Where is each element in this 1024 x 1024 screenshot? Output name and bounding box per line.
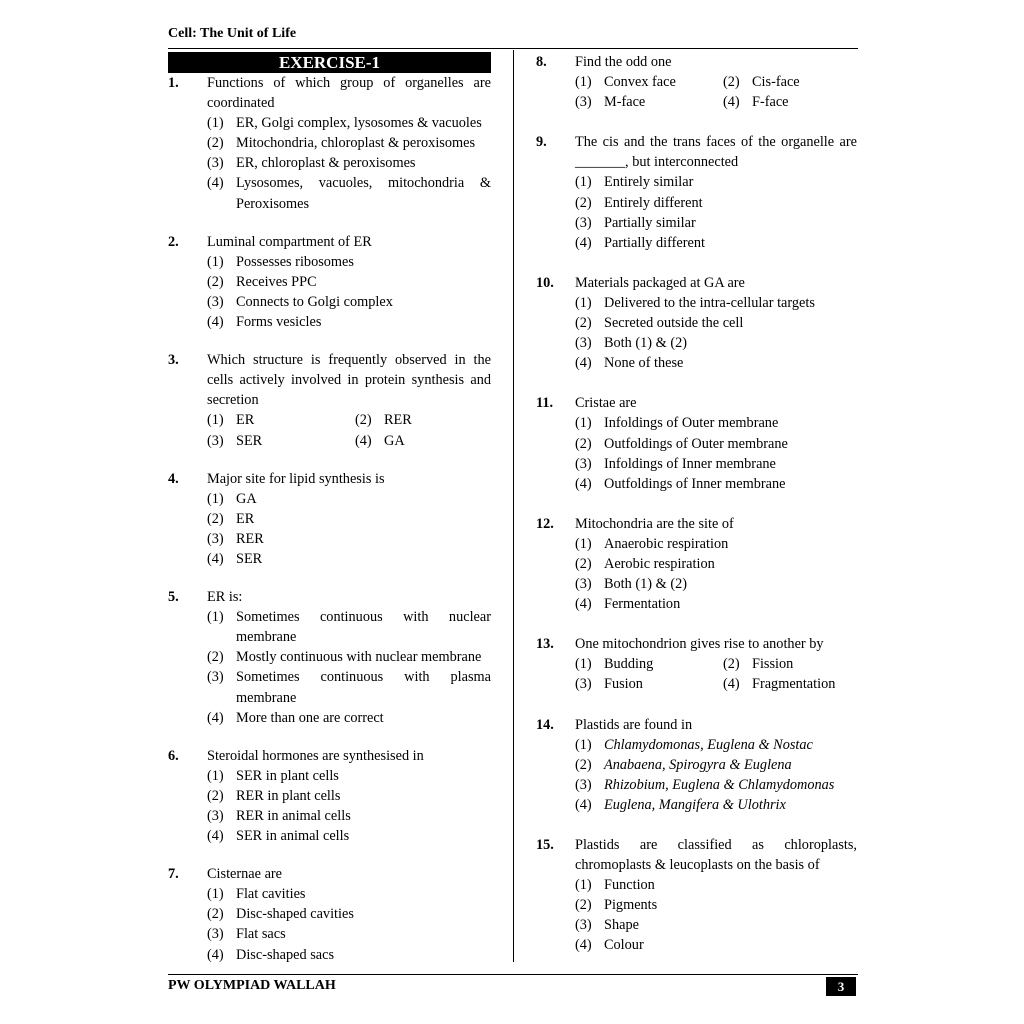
option-label: (2) <box>575 756 592 773</box>
option-label: (2) <box>207 273 224 290</box>
option-label: (4) <box>207 550 224 567</box>
option-text: Euglena, Mangifera & Ulothrix <box>604 796 786 813</box>
option-1 <box>207 884 491 904</box>
option-3 <box>207 431 355 451</box>
option-2 <box>575 193 857 213</box>
question-stem: Materials packaged at GA are <box>575 274 745 291</box>
option-text: Entirely different <box>604 194 703 211</box>
question-stem: Major site for lipid synthesis is <box>207 470 385 487</box>
option-text: Anabaena, Spirogyra & Euglena <box>604 756 792 773</box>
option-label: (1) <box>207 490 224 507</box>
question-10 <box>536 273 857 373</box>
option-label: (2) <box>575 194 592 211</box>
option-label: (2) <box>207 906 224 923</box>
option-label: (3) <box>575 776 592 793</box>
option-label: (2) <box>575 315 592 332</box>
option-3 <box>575 915 857 935</box>
option-label: (3) <box>207 432 224 449</box>
option-label: (1) <box>207 767 224 784</box>
option-text: Sometimes continuous with plasma membrane <box>236 669 491 706</box>
option-text: Partially different <box>604 234 705 251</box>
option-text: Forms vesicles <box>236 314 322 331</box>
option-label: (4) <box>575 937 592 954</box>
option-1 <box>207 410 355 430</box>
option-2 <box>575 895 857 915</box>
option-2 <box>575 755 857 775</box>
question-number: 10. <box>536 274 554 291</box>
option-4 <box>207 708 491 728</box>
option-text: ER, chloroplast & peroxisomes <box>236 155 416 172</box>
option-label: (4) <box>207 175 224 192</box>
question-4 <box>168 469 491 569</box>
option-text: Fusion <box>604 676 643 693</box>
option-label: (4) <box>207 709 224 726</box>
option-3 <box>575 333 857 353</box>
question-number: 9. <box>536 134 547 151</box>
option-label: (3) <box>207 293 224 310</box>
option-text: RER in plant cells <box>236 787 341 804</box>
option-label: (3) <box>575 917 592 934</box>
option-3 <box>575 454 857 474</box>
option-text: Anaerobic respiration <box>604 535 729 552</box>
option-text: SER in plant cells <box>236 767 339 784</box>
page-header <box>168 26 858 49</box>
option-1 <box>575 72 723 92</box>
option-label: (4) <box>723 676 740 693</box>
option-label: (2) <box>207 787 224 804</box>
option-text: Both (1) & (2) <box>604 335 687 352</box>
option-text: SER in animal cells <box>236 828 350 845</box>
option-label: (4) <box>575 596 592 613</box>
option-text: Fragmentation <box>752 676 836 693</box>
question-number: 8. <box>536 54 547 70</box>
option-label: (1) <box>207 609 224 626</box>
option-label: (1) <box>575 415 592 432</box>
option-label: (2) <box>575 435 592 452</box>
option-label: (2) <box>723 74 740 91</box>
page-footer <box>168 974 858 997</box>
option-text: Shape <box>604 917 639 934</box>
option-label: (4) <box>575 234 592 251</box>
question-stem: The cis and the trans faces of the organelle are _______, but interconnected <box>575 134 857 171</box>
question-11 <box>536 393 857 493</box>
left-column <box>168 52 491 965</box>
column-divider <box>513 50 514 962</box>
question-3 <box>168 350 491 450</box>
question-6 <box>168 746 491 846</box>
option-text: ER, Golgi complex, lysosomes & vacuoles <box>236 115 482 132</box>
question-number: 12. <box>536 515 554 532</box>
option-text: Colour <box>604 937 644 954</box>
question-stem: Which structure is frequently observed in the cells actively involved in protein synthesis and secretion <box>207 352 491 409</box>
option-3 <box>207 153 491 173</box>
option-3 <box>207 924 491 944</box>
question-stem: Find the odd one <box>575 54 672 70</box>
question-stem: Cristae are <box>575 395 637 412</box>
option-text: GA <box>236 490 257 507</box>
option-2 <box>207 786 491 806</box>
option-label: (3) <box>207 669 224 686</box>
question-7 <box>168 864 491 964</box>
option-text: None of these <box>604 355 684 372</box>
option-text: Aerobic respiration <box>604 555 715 572</box>
option-label: (4) <box>355 432 372 449</box>
option-text: Rhizobium, Euglena & Chlamydomonas <box>604 776 835 793</box>
option-text: Flat cavities <box>236 886 306 903</box>
option-text: RER <box>384 412 412 429</box>
option-text: ER <box>236 510 255 527</box>
option-text: Fission <box>752 656 794 673</box>
option-1 <box>207 607 491 647</box>
option-4 <box>575 474 857 494</box>
option-2 <box>723 72 800 92</box>
question-stem: Plastids are classified as chloroplasts, chromoplasts & leucoplasts on the basis of <box>575 837 857 874</box>
option-label: (3) <box>575 576 592 593</box>
option-label: (3) <box>575 335 592 352</box>
question-1 <box>168 73 491 214</box>
option-label: (3) <box>207 808 224 824</box>
option-text: Budding <box>604 656 654 673</box>
option-label: (2) <box>575 897 592 914</box>
option-label: (4) <box>207 828 224 845</box>
option-text: Flat sacs <box>236 926 286 943</box>
option-label: (1) <box>575 294 592 311</box>
option-text: Disc-shaped cavities <box>236 906 354 923</box>
option-text: Mitochondria, chloroplast & peroxisomes <box>236 135 476 152</box>
question-stem: Functions of which group of organelles are coordinated <box>207 75 491 112</box>
option-text: Entirely similar <box>604 174 694 191</box>
option-label: (4) <box>575 355 592 372</box>
option-text: Convex face <box>604 74 676 91</box>
option-4 <box>723 674 835 694</box>
option-label: (3) <box>207 926 224 943</box>
option-text: Fermentation <box>604 596 681 613</box>
option-2 <box>207 647 491 667</box>
option-4 <box>575 795 857 815</box>
option-text: Function <box>604 877 655 894</box>
option-text: SER <box>236 432 263 449</box>
question-stem: Mitochondria are the site of <box>575 515 734 532</box>
option-text: F-face <box>752 94 789 111</box>
question-stem: One mitochondrion gives rise to another by <box>575 636 824 653</box>
option-1 <box>575 293 857 313</box>
option-text: Connects to Golgi complex <box>236 293 393 310</box>
option-3 <box>207 529 491 549</box>
option-1 <box>575 654 723 674</box>
option-label: (2) <box>207 510 224 527</box>
option-label: (2) <box>207 135 224 152</box>
option-1 <box>207 252 491 272</box>
option-label: (2) <box>355 412 372 429</box>
option-2 <box>207 272 491 292</box>
option-4 <box>575 935 857 955</box>
option-text: M-face <box>604 94 646 111</box>
option-label: (4) <box>575 475 592 492</box>
option-1 <box>207 489 491 509</box>
option-label: (1) <box>575 877 592 894</box>
question-number: 1. <box>168 75 179 91</box>
option-1 <box>207 766 491 786</box>
question-stem: Cisternae are <box>207 866 283 883</box>
question-8 <box>536 52 857 112</box>
option-4 <box>575 353 857 373</box>
option-3 <box>207 806 491 826</box>
option-label: (3) <box>207 155 224 172</box>
option-1 <box>575 172 857 192</box>
option-3 <box>575 213 857 233</box>
option-3 <box>575 674 723 694</box>
option-label: (2) <box>723 656 740 673</box>
option-4 <box>575 233 857 253</box>
option-text: Infoldings of Inner membrane <box>604 455 776 472</box>
footer-brand: PW OLYMPIAD WALLAH <box>168 978 336 993</box>
question-15 <box>536 835 857 956</box>
option-label: (3) <box>207 530 224 547</box>
chapter-title: Cell: The Unit of Life <box>168 26 297 41</box>
option-label: (1) <box>207 115 224 132</box>
question-number: 15. <box>536 837 554 853</box>
option-2 <box>575 313 857 333</box>
option-label: (1) <box>575 174 592 191</box>
option-1 <box>207 113 491 133</box>
page-number: 3 <box>826 977 856 996</box>
option-label: (1) <box>575 656 592 673</box>
option-4 <box>723 92 789 112</box>
option-label: (2) <box>207 649 224 666</box>
option-label: (1) <box>207 886 224 903</box>
option-2 <box>575 554 857 574</box>
right-column <box>536 52 857 956</box>
exercise-title: EXERCISE-1 <box>168 52 491 73</box>
option-2 <box>575 434 857 454</box>
question-number: 14. <box>536 716 554 733</box>
option-4 <box>207 312 491 332</box>
option-label: (3) <box>575 676 592 693</box>
question-13 <box>536 634 857 694</box>
option-text: RER <box>236 530 264 547</box>
option-text: ER <box>236 412 255 429</box>
option-4 <box>207 945 491 965</box>
question-5 <box>168 587 491 728</box>
option-label: (1) <box>575 535 592 552</box>
option-text: SER <box>236 550 263 567</box>
question-stem: Luminal compartment of ER <box>207 233 372 250</box>
option-text: Receives PPC <box>236 273 317 290</box>
option-label: (1) <box>575 74 592 91</box>
question-number: 4. <box>168 470 179 487</box>
option-text: Lysosomes, vacuoles, mitochondria & Peroxisomes <box>236 175 491 212</box>
option-3 <box>575 92 723 112</box>
question-9 <box>536 132 857 253</box>
option-text: Disc-shaped sacs <box>236 946 335 963</box>
question-stem: ER is: <box>207 589 243 606</box>
question-number: 3. <box>168 352 179 369</box>
option-label: (1) <box>575 736 592 753</box>
option-2 <box>207 904 491 924</box>
option-4 <box>207 173 491 213</box>
option-label: (4) <box>207 946 224 963</box>
option-2 <box>207 133 491 153</box>
option-text: Partially similar <box>604 214 696 231</box>
option-text: Cis-face <box>752 74 800 91</box>
option-4 <box>207 549 491 569</box>
option-3 <box>575 574 857 594</box>
option-label: (3) <box>575 94 592 111</box>
option-text: GA <box>384 432 405 449</box>
option-1 <box>575 413 857 433</box>
question-14 <box>536 715 857 815</box>
option-4 <box>355 431 405 451</box>
question-number: 7. <box>168 866 179 883</box>
option-text: Outfoldings of Outer membrane <box>604 435 788 452</box>
question-number: 6. <box>168 747 179 764</box>
option-label: (4) <box>575 796 592 813</box>
option-text: Both (1) & (2) <box>604 576 687 593</box>
option-4 <box>207 826 491 846</box>
option-label: (1) <box>207 253 224 270</box>
option-text: Delivered to the intra-cellular targets <box>604 294 815 311</box>
option-text: Chlamydomonas, Euglena & Nostac <box>604 736 813 753</box>
question-2 <box>168 232 491 332</box>
option-text: Possesses ribosomes <box>236 253 354 270</box>
option-label: (4) <box>207 314 224 331</box>
question-12 <box>536 514 857 614</box>
option-label: (3) <box>575 455 592 472</box>
option-text: Infoldings of Outer membrane <box>604 415 779 432</box>
option-text: More than one are correct <box>236 709 384 726</box>
question-number: 13. <box>536 636 554 653</box>
option-2 <box>355 410 412 430</box>
option-3 <box>207 667 491 707</box>
option-2 <box>207 509 491 529</box>
option-label: (2) <box>575 555 592 572</box>
question-number: 2. <box>168 233 179 250</box>
option-4 <box>575 594 857 614</box>
option-text: Secreted outside the cell <box>604 315 744 332</box>
question-stem: Steroidal hormones are synthesised in <box>207 747 424 764</box>
option-text: Mostly continuous with nuclear membrane <box>236 649 482 666</box>
option-text: Pigments <box>604 897 658 914</box>
option-1 <box>575 875 857 895</box>
option-1 <box>575 735 857 755</box>
option-text: Sometimes continuous with nuclear membrane <box>236 609 491 646</box>
option-1 <box>575 534 857 554</box>
question-number: 5. <box>168 589 179 606</box>
option-label: (4) <box>723 94 740 111</box>
option-3 <box>575 775 857 795</box>
option-3 <box>207 292 491 312</box>
option-2 <box>723 654 793 674</box>
option-text: RER in animal cells <box>236 808 351 824</box>
option-label: (1) <box>207 412 224 429</box>
option-label: (3) <box>575 214 592 231</box>
option-text: Outfoldings of Inner membrane <box>604 475 786 492</box>
question-stem: Plastids are found in <box>575 716 693 733</box>
question-number: 11. <box>536 395 554 412</box>
